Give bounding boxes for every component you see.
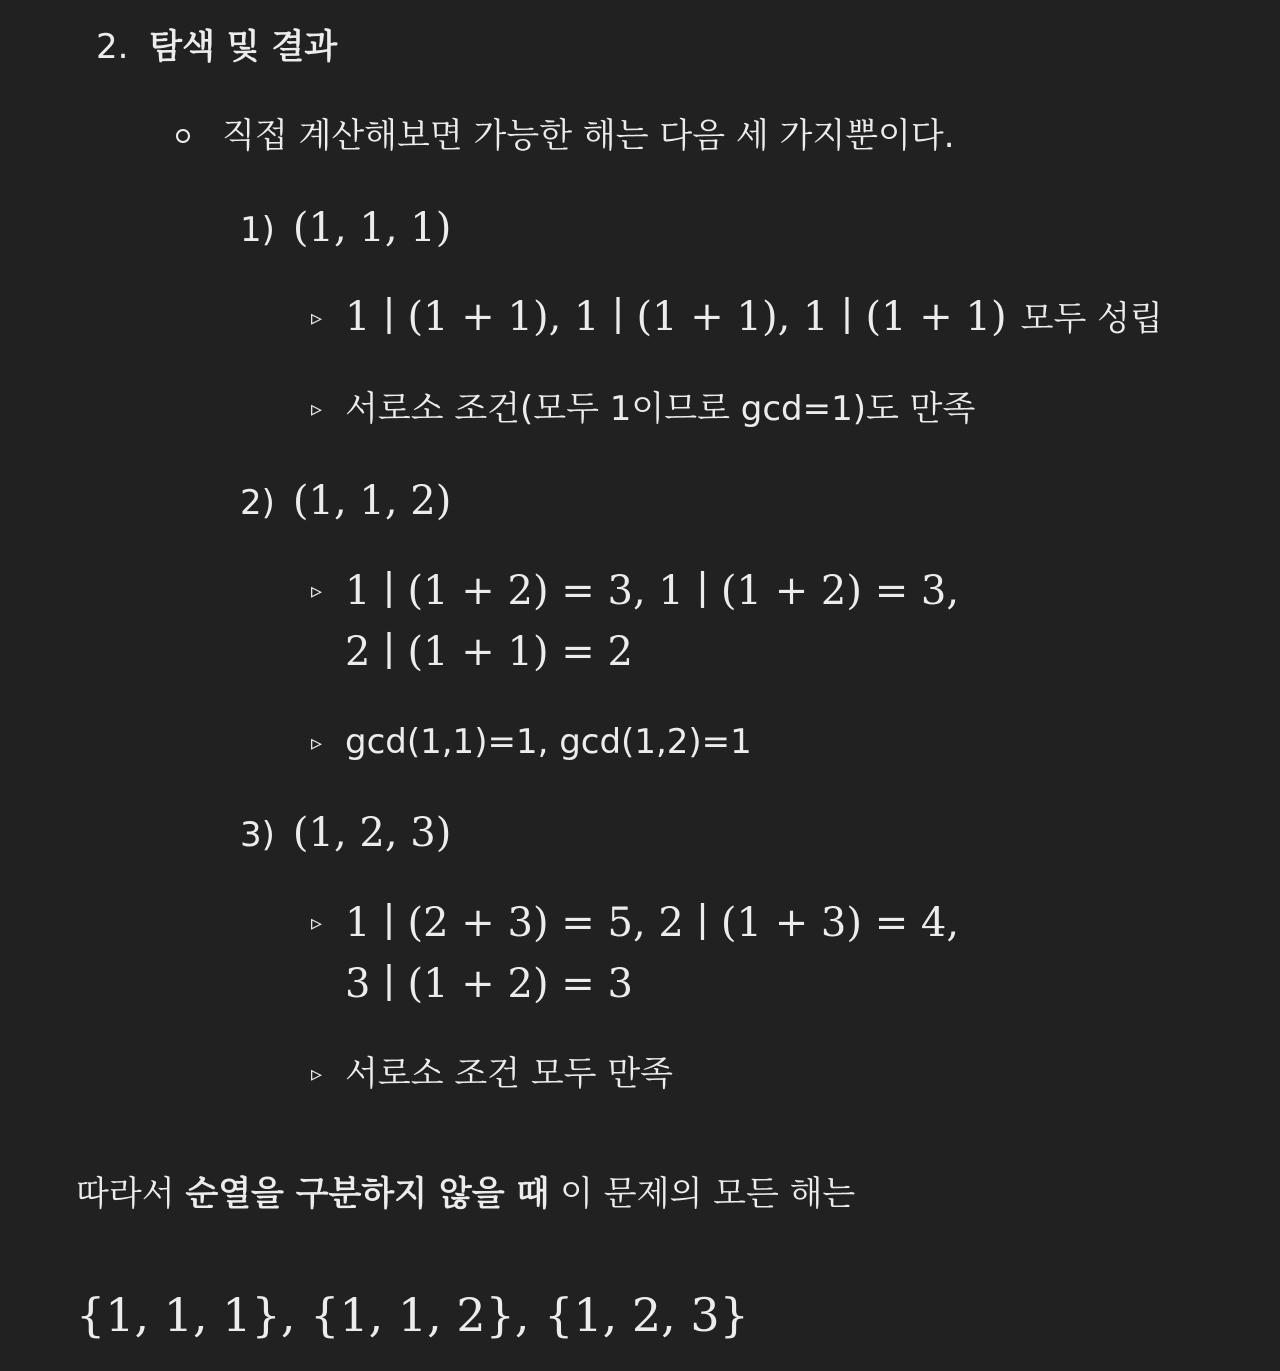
solution-label: 1) <box>240 210 275 250</box>
solution-tuple: (1, 1, 1) <box>292 205 452 251</box>
section-title: 탐색 및 결과 <box>149 27 338 67</box>
triangle-bullet-icon: ▹ <box>311 911 323 936</box>
conclusion-prefix: 따라서 <box>76 1174 186 1214</box>
solution-2-heading <box>240 478 451 524</box>
solution-3-heading <box>240 810 451 856</box>
triangle-bullet-icon: ▹ <box>311 579 323 604</box>
triangle-bullet-icon: ▹ <box>311 731 323 756</box>
intro-text: 직접 계산해보면 가능한 해는 다음 세 가지뿐이다. <box>222 116 955 156</box>
triangle-bullet-icon: ▹ <box>311 397 323 422</box>
math-expression: 1 ∣ (1 + 1), 1 ∣ (1 + 1), 1 ∣ (1 + 1) <box>345 294 1007 340</box>
final-answer: {1, 1, 1}, {1, 1, 2}, {1, 2, 3} <box>76 1288 749 1342</box>
solution-1-heading <box>240 205 451 251</box>
solution-3-divisibility-line-2: 3 ∣ (1 + 2) = 3 <box>345 961 633 1007</box>
solution-tuple: (1, 2, 3) <box>292 810 452 856</box>
conclusion-paragraph <box>76 1174 855 1214</box>
solution-2-divisibility-line-1: 1 ∣ (1 + 2) = 3, 1 ∣ (1 + 2) = 3, <box>345 568 960 614</box>
solution-tuple: (1, 1, 2) <box>292 478 452 524</box>
solution-2-coprime: gcd(1,1)=1, gcd(1,2)=1 <box>345 722 752 762</box>
solution-3-coprime: 서로소 조건 모두 만족 <box>345 1054 674 1094</box>
circle-bullet-icon <box>176 129 190 143</box>
solution-3-divisibility-line-1: 1 ∣ (2 + 3) = 5, 2 ∣ (1 + 3) = 4, <box>345 900 960 946</box>
triangle-bullet-icon: ▹ <box>311 306 323 331</box>
solution-1-divisibility <box>345 294 1163 340</box>
triangle-bullet-icon: ▹ <box>311 1062 323 1087</box>
solution-1-coprime: 서로소 조건(모두 1이므로 gcd=1)도 만족 <box>345 389 976 429</box>
solution-label: 3) <box>240 815 275 855</box>
section-heading <box>96 27 337 67</box>
conclusion-suffix: 이 문제의 모든 해는 <box>549 1174 856 1214</box>
section-number: 2. <box>96 27 129 67</box>
solution-2-divisibility-line-2: 2 ∣ (1 + 1) = 2 <box>345 629 633 675</box>
conclusion-emphasis: 순열을 구분하지 않을 때 <box>185 1174 550 1214</box>
solution-label: 2) <box>240 483 275 523</box>
suffix-text: 모두 성립 <box>1020 299 1163 339</box>
